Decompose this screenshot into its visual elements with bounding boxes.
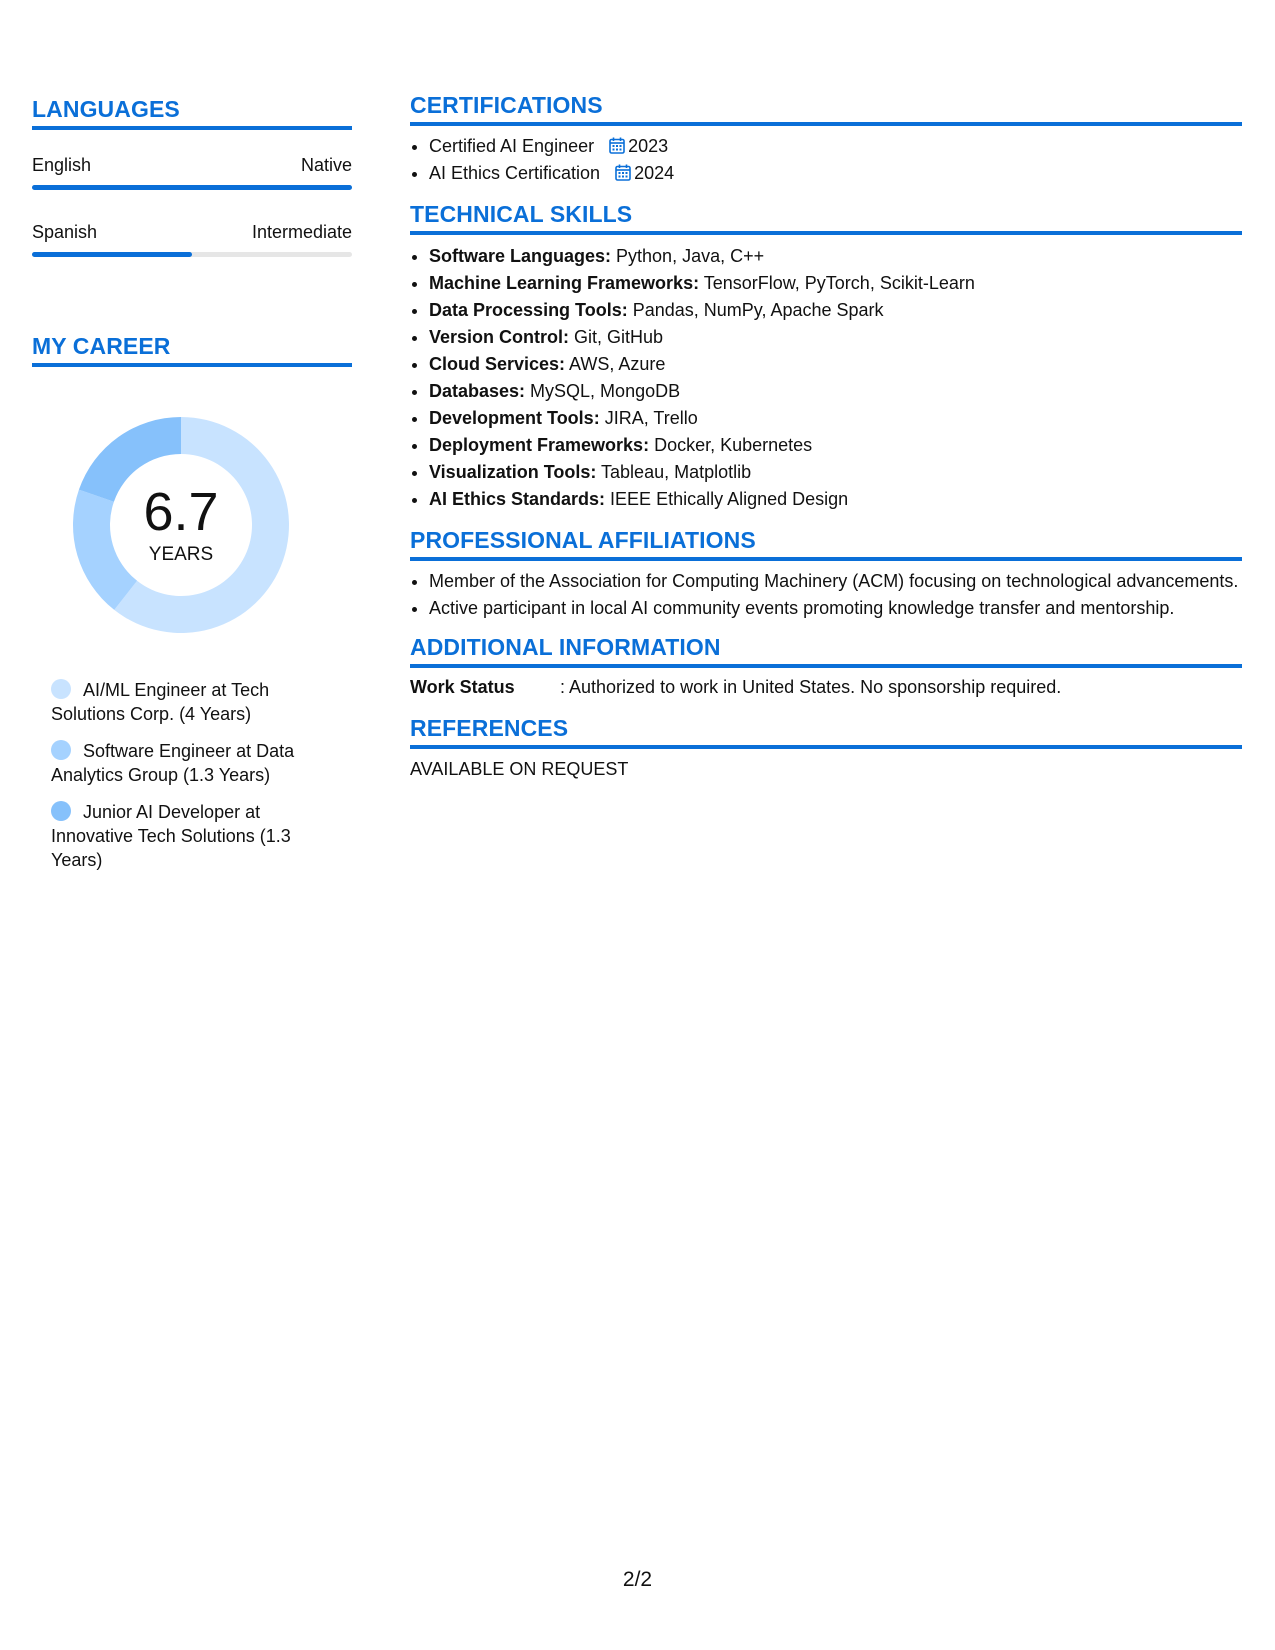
- skill-value: Tableau, Matplotlib: [596, 462, 752, 482]
- language-name: English: [32, 155, 92, 175]
- language-bar-fill: [32, 252, 192, 257]
- skill-value: TensorFlow, PyTorch, Scikit-Learn: [699, 273, 975, 293]
- cert-name: Certified AI Engineer: [429, 136, 595, 156]
- page-number: 2/2: [622, 1568, 653, 1591]
- skill-label: Machine Learning Frameworks:: [429, 273, 700, 293]
- skills-title: TECHNICAL SKILLS: [410, 201, 1242, 235]
- legend-label: AI/ML Engineer at Tech Solutions Corp. (4 Years): [51, 680, 270, 724]
- skill-label: Data Processing Tools:: [429, 300, 628, 320]
- languages-title: LANGUAGES: [32, 96, 352, 130]
- skill-value: IEEE Ethically Aligned Design: [605, 489, 849, 509]
- list-item: [429, 486, 1242, 513]
- career-title: MY CAREER: [32, 333, 352, 367]
- language-bar-fill: [32, 185, 352, 190]
- certifications-list: [410, 133, 1242, 187]
- language-level: Native: [300, 155, 352, 175]
- skill-value: MySQL, MongoDB: [525, 381, 681, 401]
- cert-year: 2023: [628, 136, 669, 156]
- sidebar: [32, 96, 352, 885]
- language-bar: [32, 252, 352, 257]
- affiliation-text: Member of the Association for Computing Machinery (ACM) focusing on technological advancements.: [429, 571, 1239, 591]
- legend-label: Junior AI Developer at Innovative Tech Solutions (1.3 Years): [51, 802, 291, 870]
- list-item: [429, 324, 1242, 351]
- list-item: [429, 160, 1242, 187]
- certifications-title: CERTIFICATIONS: [410, 92, 1242, 126]
- skill-value: Python, Java, C++: [611, 246, 765, 266]
- list-item: [429, 459, 1242, 486]
- legend-item: [51, 678, 321, 726]
- skill-value: Pandas, NumPy, Apache Spark: [627, 300, 884, 320]
- calendar-icon: [615, 164, 631, 181]
- work-status-value: : Authorized to work in United States. No sponsorship required.: [560, 677, 1062, 697]
- skill-label: Version Control:: [429, 327, 570, 347]
- career-donut-chart: [66, 410, 296, 640]
- skill-label: Databases:: [429, 381, 526, 401]
- affiliations-title: PROFESSIONAL AFFILIATIONS: [410, 527, 1242, 561]
- list-item: [429, 378, 1242, 405]
- skill-label: Deployment Frameworks:: [429, 435, 650, 455]
- references-text: AVAILABLE ON REQUEST: [410, 759, 629, 779]
- cert-year: 2024: [634, 163, 675, 183]
- list-item: [429, 351, 1242, 378]
- list-item: [429, 569, 1242, 593]
- additional-title: ADDITIONAL INFORMATION: [410, 634, 1242, 668]
- skill-value: Docker, Kubernetes: [649, 435, 813, 455]
- list-item: [429, 596, 1242, 620]
- main-column: [410, 92, 1242, 780]
- list-item: [429, 432, 1242, 459]
- legend-swatch: [51, 801, 71, 821]
- references-title: REFERENCES: [410, 715, 1242, 749]
- language-name: Spanish: [32, 222, 98, 242]
- list-item: [429, 297, 1242, 324]
- legend-label: Software Engineer at Data Analytics Group (1.3 Years): [51, 741, 295, 785]
- language-row-english: [32, 155, 352, 190]
- career-unit: YEARS: [148, 544, 214, 565]
- work-status-row: [410, 677, 1242, 698]
- legend-item: [51, 800, 321, 872]
- affiliation-text: Active participant in local AI community events promoting knowledge transfer and mentorship.: [429, 598, 1175, 618]
- language-bar: [32, 185, 352, 190]
- list-item: [429, 405, 1242, 432]
- skill-value: JIRA, Trello: [599, 408, 698, 428]
- calendar-icon: [609, 137, 625, 154]
- legend-swatch: [51, 740, 71, 760]
- donut-center: [66, 410, 296, 640]
- work-status-label: Work Status: [410, 677, 515, 697]
- legend-swatch: [51, 679, 71, 699]
- skill-label: Cloud Services:: [429, 354, 566, 374]
- career-total: 6.7: [143, 482, 219, 542]
- list-item: [429, 243, 1242, 270]
- affiliations-list: [410, 569, 1242, 620]
- skills-list: [410, 243, 1242, 513]
- list-item: [429, 270, 1242, 297]
- legend-item: [51, 739, 321, 787]
- skill-label: Visualization Tools:: [429, 462, 597, 482]
- list-item: [429, 133, 1242, 160]
- skill-value: Git, GitHub: [569, 327, 664, 347]
- language-level: Intermediate: [251, 222, 352, 242]
- cert-name: AI Ethics Certification: [429, 163, 601, 183]
- skill-label: Software Languages:: [429, 246, 612, 266]
- skill-label: AI Ethics Standards:: [429, 489, 606, 509]
- language-row-spanish: [32, 222, 352, 257]
- skill-label: Development Tools:: [429, 408, 600, 428]
- skill-value: AWS, Azure: [565, 354, 666, 374]
- career-legend: [51, 678, 321, 872]
